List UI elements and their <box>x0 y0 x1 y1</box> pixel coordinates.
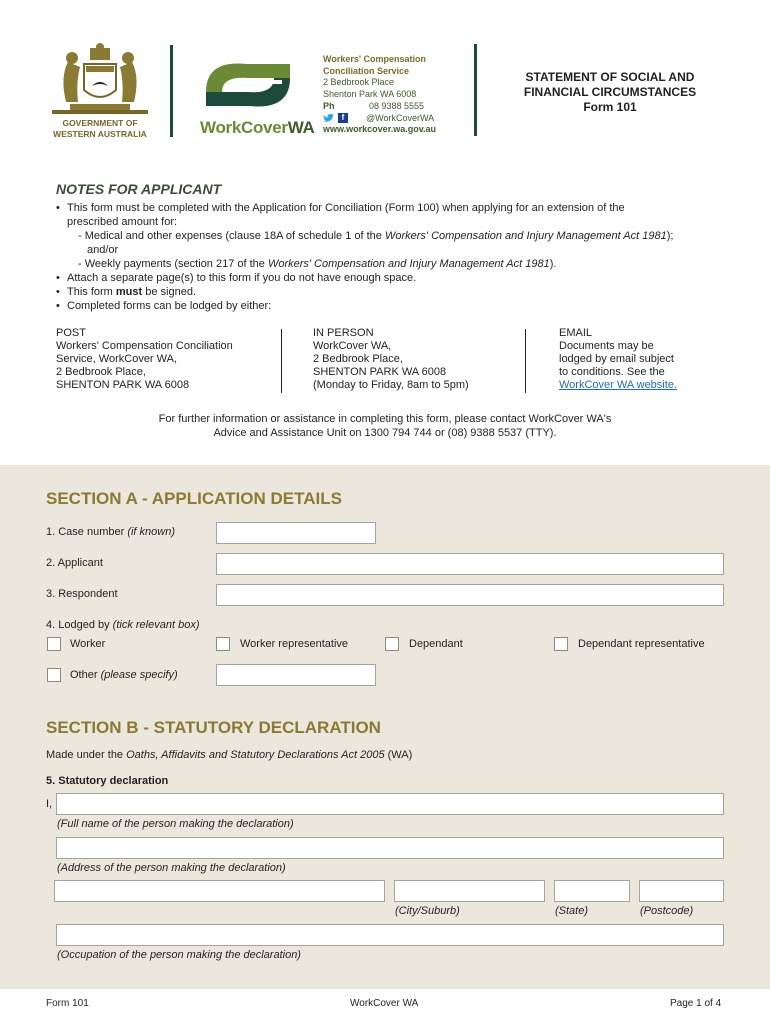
facebook-icon[interactable]: f <box>338 113 348 123</box>
coat-of-arms-icon <box>50 42 150 120</box>
title-line-3: Form 101 <box>583 100 637 114</box>
respondent-label: 3. Respondent <box>46 588 118 600</box>
title-line-2: FINANCIAL CIRCUMSTANCES <box>523 85 697 99</box>
contact-block <box>323 54 473 136</box>
lodge-email: EMAIL Documents may be lodged by email subject to conditions. See the WorkCover WA website. <box>559 327 719 392</box>
case-number-input[interactable] <box>216 522 376 544</box>
state-input[interactable] <box>554 880 630 902</box>
section-b-heading: SECTION B - STATUTORY DECLARATION <box>46 718 381 737</box>
case-number-label: 1. Case number (if known) <box>46 526 176 538</box>
gov-line-1: GOVERNMENT OF <box>62 118 138 128</box>
full-name-input[interactable] <box>56 793 724 815</box>
applicant-label: 2. Applicant <box>46 557 103 569</box>
note-1-sub-1: - Medical and other expenses (clause 18A of schedule 1 of the Workers' Compensation and Injury Management Act 1981); <box>78 230 674 242</box>
address-input[interactable] <box>56 837 724 859</box>
note-1-and-or: and/or <box>87 244 119 256</box>
other-label: Other (please specify) <box>70 669 178 681</box>
i-label: I, <box>46 798 53 810</box>
note-item: • Attach a separate page(s) to this form if you do not have enough space. <box>56 272 417 284</box>
phone-label: Ph <box>323 100 335 111</box>
full-name-caption: (Full name of the person making the declaration) <box>57 818 294 830</box>
applicant-input[interactable] <box>216 553 724 575</box>
workcover-website-link[interactable]: WorkCover WA website. <box>559 379 677 391</box>
lodge-post: POST Workers' Compensation Conciliation Service, WorkCover WA, 2 Bedbrook Place, SHENTON PARK WA 6008 <box>56 327 233 391</box>
postcode-caption: (Postcode) <box>640 905 694 917</box>
respondent-input[interactable] <box>216 584 724 606</box>
contact-address-1: 2 Bedbrook Place <box>323 77 395 88</box>
dependant-checkbox[interactable] <box>385 637 399 651</box>
worker-representative-label: Worker representative <box>240 638 349 650</box>
worker-label: Worker <box>70 638 106 650</box>
twitter-icon[interactable] <box>323 114 334 123</box>
note-item: • This form must be signed. <box>56 286 197 298</box>
dependant-representative-checkbox[interactable] <box>554 637 568 651</box>
note-1-line-2: prescribed amount for: <box>67 216 178 228</box>
section-a-heading: SECTION A - APPLICATION DETAILS <box>46 489 342 508</box>
info-text <box>0 412 770 440</box>
statutory-declaration-label: 5. Statutory declaration <box>46 775 169 787</box>
org-line-1: Workers' Compensation <box>323 54 426 64</box>
government-label <box>46 118 154 140</box>
social-handle: @WorkCoverWA <box>366 112 435 123</box>
lodged-by-label: 4. Lodged by (tick relevant box) <box>46 619 200 631</box>
state-caption: (State) <box>555 905 589 917</box>
city-suburb-input[interactable] <box>394 880 545 902</box>
title-line-1: STATEMENT OF SOCIAL AND <box>525 70 695 84</box>
website-link[interactable]: www.workcover.wa.gov.au <box>323 124 437 135</box>
contact-address-2: Shenton Park WA 6008 <box>323 89 417 100</box>
other-specify-input[interactable] <box>216 664 376 686</box>
column-divider <box>525 329 526 393</box>
org-line-2: Conciliation Service <box>323 65 410 76</box>
brand-wa: WA <box>287 118 315 137</box>
info-line-2: Advice and Assistance Unit on 1300 794 744 or (08) 9388 5537 (TTY). <box>213 427 557 439</box>
header <box>0 0 770 150</box>
postcode-input[interactable] <box>639 880 724 902</box>
dependant-label: Dependant <box>409 638 463 650</box>
note-1-sub-2: - Weekly payments (section 217 of the Workers' Compensation and Injury Management Act 1981). <box>78 258 557 270</box>
dependant-representative-label: Dependant representative <box>578 638 705 650</box>
header-divider-2 <box>474 44 477 136</box>
street-input[interactable] <box>54 880 385 902</box>
note-item: • Completed forms can be lodged by either: <box>56 300 272 312</box>
lodge-in-person: IN PERSON WorkCover WA, 2 Bedbrook Place, SHENTON PARK WA 6008 (Monday to Friday, 8am to 5pm) <box>313 327 469 391</box>
city-suburb-caption: (City/Suburb) <box>395 905 460 917</box>
gov-line-2: WESTERN AUSTRALIA <box>53 129 147 139</box>
workcover-logo-icon <box>196 52 300 118</box>
notes-heading: NOTES FOR APPLICANT <box>56 181 222 197</box>
lodge-options <box>56 327 726 395</box>
occupation-caption: (Occupation of the person making the declaration) <box>57 949 301 961</box>
header-divider <box>170 45 173 137</box>
social-row <box>323 113 473 125</box>
note-1-line-1: This form must be completed with the Application for Conciliation (Form 100) when applying for an extension of the <box>67 202 625 214</box>
column-divider <box>281 329 282 393</box>
footer-form-number: Form 101 <box>46 998 89 1009</box>
address-caption: (Address of the person making the declaration) <box>57 862 286 874</box>
notes-list <box>56 201 736 313</box>
made-under-text: Made under the Oaths, Affidavits and Statutory Declarations Act 2005 (WA) <box>46 749 413 761</box>
worker-representative-checkbox[interactable] <box>216 637 230 651</box>
note-item: • This form must be completed with the Application for Conciliation (Form 100) when applying for an extension of the prescribed amount for: - Medical and other expenses (clause 18A of schedule 1 of the Workers' Compensation and Injury Management Act 1981); and/or - Weekly payments (section 217 of the Workers' Compensation and Injury Management Act 1981). <box>56 201 736 271</box>
occupation-input[interactable] <box>56 924 724 946</box>
footer-page-number: Page 1 of 4 <box>670 998 722 1009</box>
other-checkbox[interactable] <box>47 668 61 682</box>
brand-word: WorkCover <box>200 118 288 137</box>
phone-number: 08 9388 5555 <box>369 100 425 111</box>
footer-organisation: WorkCover WA <box>350 998 419 1009</box>
info-line-1: For further information or assistance in completing this form, please contact WorkCover WA's <box>158 413 612 425</box>
workcover-wordmark <box>200 118 314 138</box>
worker-checkbox[interactable] <box>47 637 61 651</box>
contact-phone-row <box>323 101 473 113</box>
form-title <box>490 70 730 115</box>
form-panel <box>0 465 770 989</box>
